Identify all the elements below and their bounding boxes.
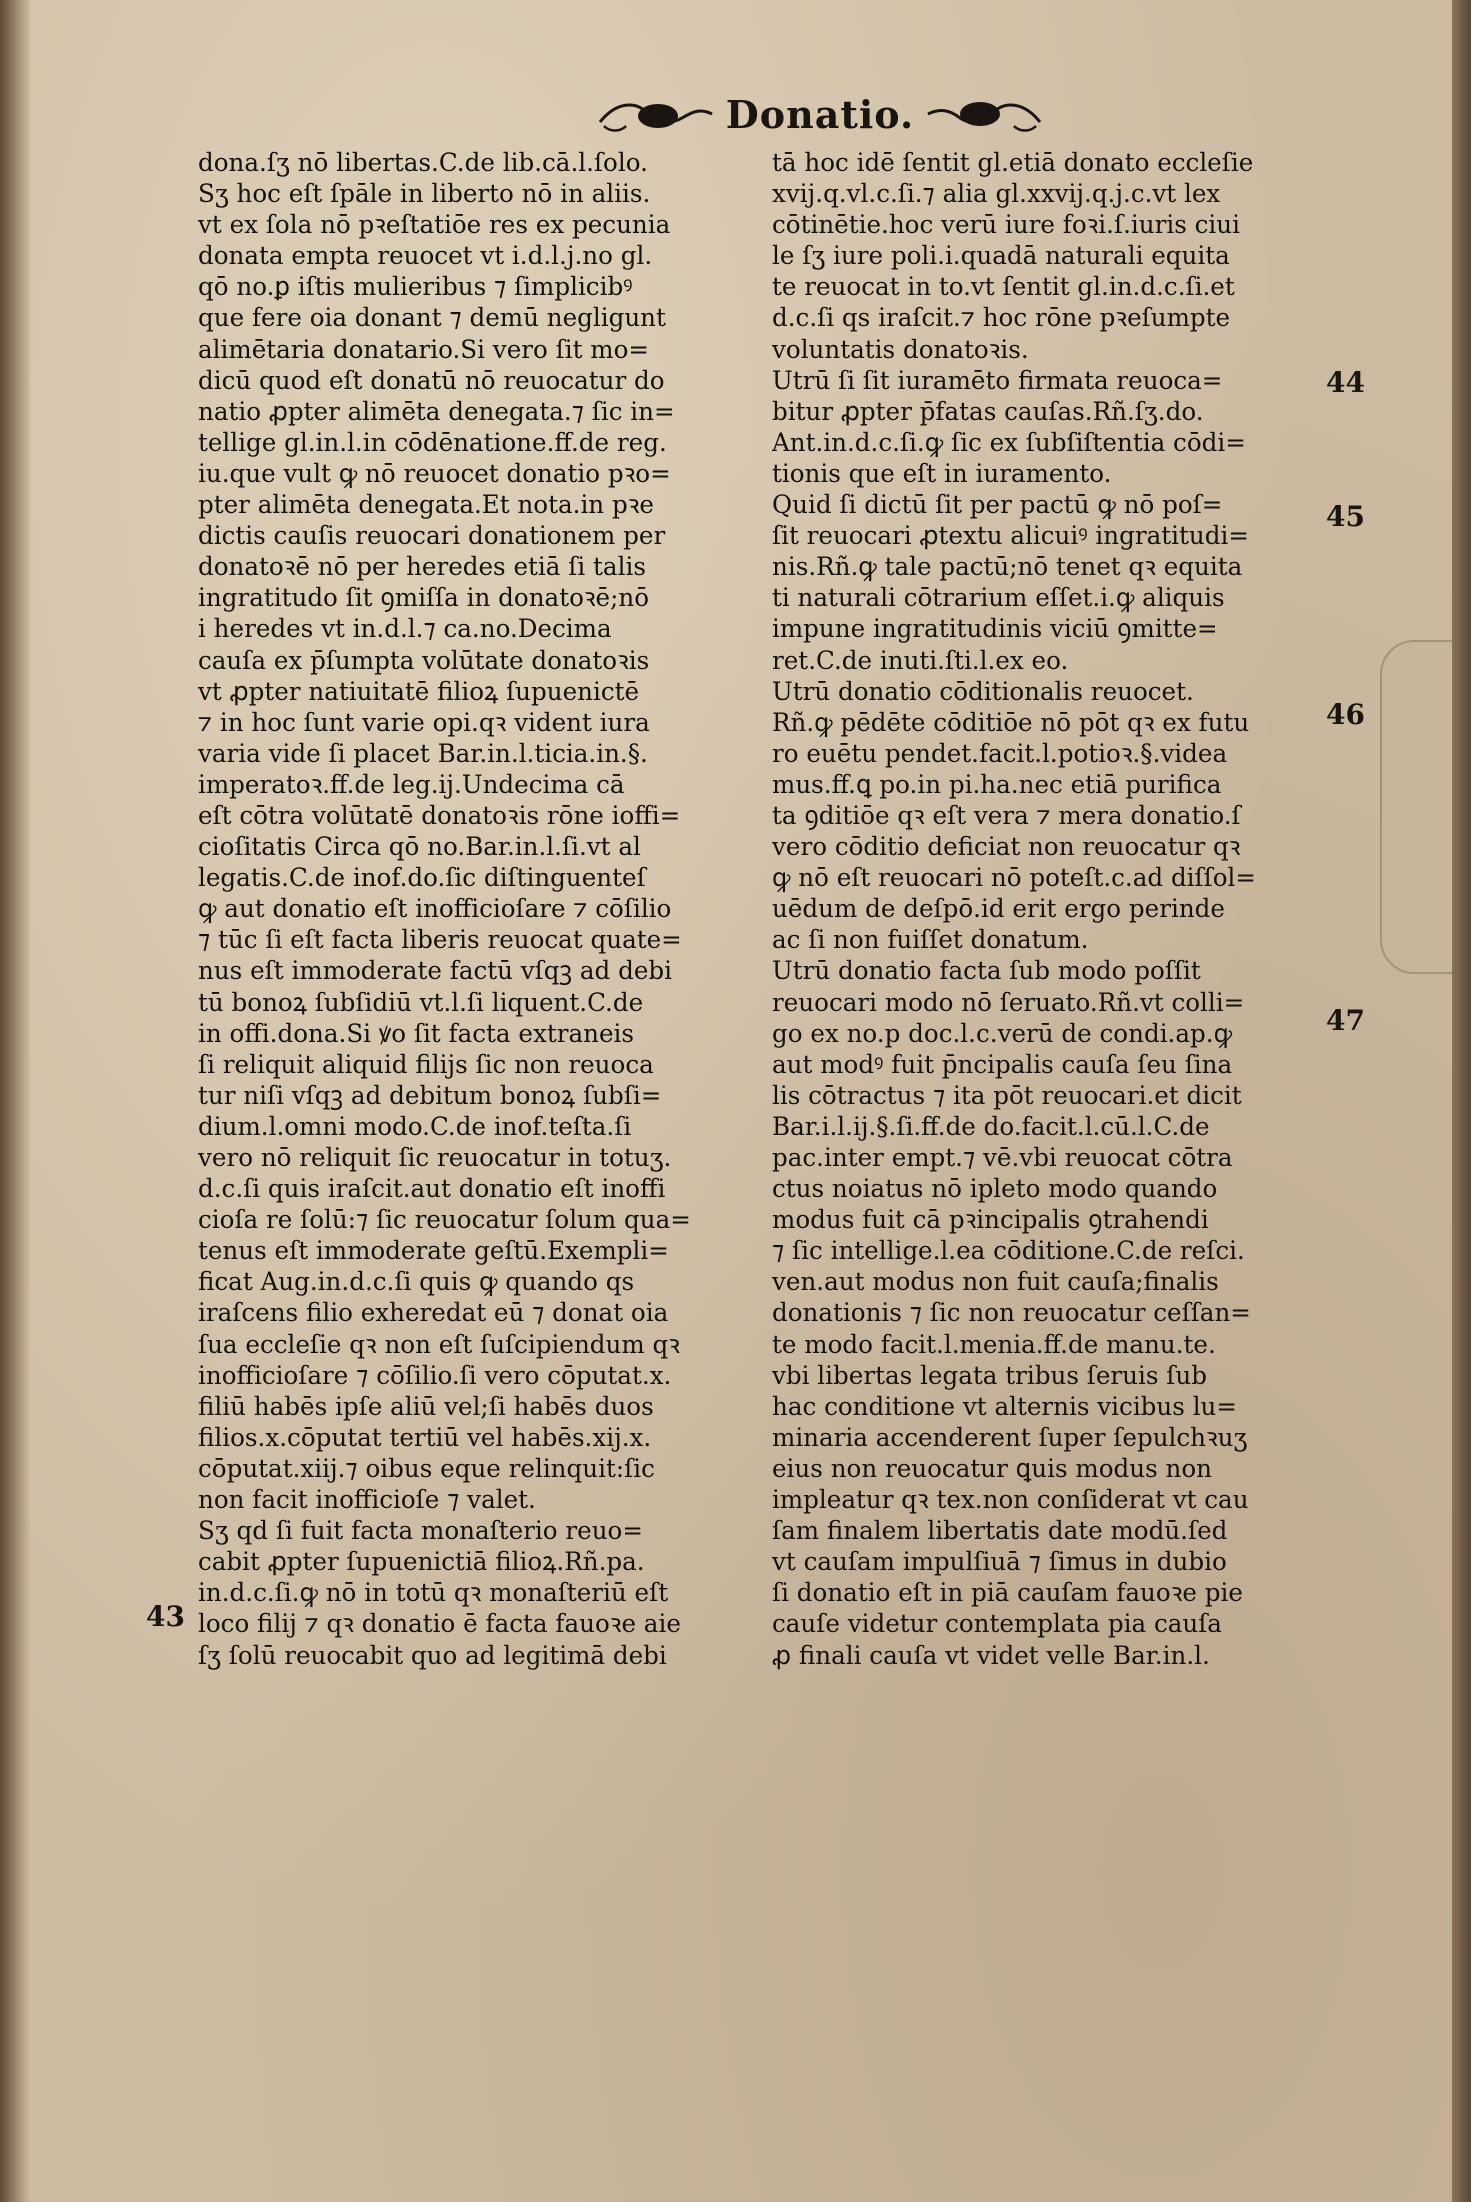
text-line: ⁊ ſic intellige.l.ea cōditione.C.de reſci. (772, 1236, 1245, 1267)
text-line: i heredes vt in.d.l.⁊ ca.no.Decima (198, 614, 612, 645)
text-line: aut modꝰ fuit p̄ncipalis cauſa ſeu ſina (772, 1049, 1233, 1080)
text-line: reuocari modo nō ſeruato.Rñ.vt colli= (772, 987, 1245, 1018)
text-line: dictis cauſis reuocari donationem per (198, 521, 666, 552)
text-line: non facit inofficioſe ⁊ valet. (198, 1485, 536, 1516)
page-title: Donatio. (725, 91, 915, 137)
text-line: ⁊ in hoc ſunt varie opi.qꝛ vident iura (198, 707, 650, 738)
margin-number: 47 (1326, 1004, 1365, 1037)
text-line: impune ingratitudinis viciū ꝯmitte= (772, 614, 1218, 645)
text-line: ti naturali cōtrarium eſſet.i.ꝙ aliquis (772, 583, 1225, 614)
text-line: imperatoꝛ.ff.de leg.ij.Undecima cā (198, 769, 625, 800)
text-line: ta ꝯditiōe qꝛ eſt vera ⁊ mera donatio.ſ (772, 800, 1241, 831)
text-line: ficat Aug.in.d.c.ſi quis ꝙ quando qs (198, 1267, 635, 1298)
text-line: tenus eſt immoderate geſtū.Exempli= (198, 1236, 669, 1267)
left-text-column (198, 148, 758, 1672)
text-line: go ex no.p doc.l.c.verū de condi.ap.ꝙ (772, 1018, 1233, 1049)
text-line: cōputat.xiij.⁊ oibus eque relinquit:ſic (198, 1453, 655, 1484)
text-line: lis cōtractus ⁊ ita pōt reuocari.et dicit (772, 1080, 1242, 1111)
text-line: Bar.i.l.ij.§.ſi.ff.de do.facit.l.cū.l.C.de (772, 1111, 1210, 1142)
text-line: Rñ.ꝙ pēdēte cōditiōe nō pōt qꝛ ex futu (772, 707, 1250, 738)
text-line: cauſe videtur contemplata pia cauſa (772, 1609, 1222, 1640)
text-line: ret.C.de inuti.ſti.l.ex eo. (772, 645, 1069, 676)
page-tab (1380, 640, 1454, 974)
text-line: le ſʒ iure poli.i.quadā naturali equita (772, 241, 1230, 272)
page-edge (1452, 0, 1471, 2202)
text-line: dicū quod eſt donatū nō reuocatur do (198, 365, 665, 396)
text-line: minaria accenderent ſuper ſepulchꝛuʒ (772, 1422, 1248, 1453)
text-line: d.c.ſi qs iraſcit.⁊ hoc rōne pꝛeſumpte (772, 303, 1231, 334)
text-line: Sʒ qd ſi fuit facta monaſterio reuo= (198, 1516, 643, 1547)
text-line: dona.ſʒ nō libertas.C.de lib.cā.l.ſolo. (198, 148, 648, 178)
text-line: ꝙ nō eſt reuocari nō poteſt.c.ad diſſol= (772, 863, 1257, 894)
text-line: te modo facit.l.menia.ff.de manu.te. (772, 1329, 1216, 1360)
leaf-ornament-icon (596, 92, 716, 136)
text-line: ac ſi non fuiſſet donatum. (772, 925, 1089, 956)
text-line: cabit ꝓpter ſupuenictiā filioꝝ.Rñ.pa. (198, 1547, 645, 1578)
text-line: d.c.ſi quis iraſcit.aut donatio eſt inoffi (198, 1174, 666, 1205)
text-line: eius non reuocatur ꝗuis modus non (772, 1453, 1213, 1484)
text-line: ſit reuocari ꝓtextu alicuiꝰ ingratitudi= (772, 521, 1249, 552)
text-line: Ant.in.d.c.ſi.ꝙ ſic ex ſubſiſtentia cōdi= (772, 427, 1246, 458)
text-line: ꝓ finali cauſa vt videt velle Bar.in.l. (772, 1640, 1210, 1671)
text-line: ſua eccleſie qꝛ non eſt ſuſcipiendum qꝛ (198, 1329, 680, 1360)
text-line: vero cōditio deficiat non reuocatur qꝛ (772, 832, 1241, 863)
margin-number: 44 (1326, 366, 1365, 399)
text-line: in offi.dona.Si ꝟo ſit facta extraneis (198, 1018, 634, 1049)
text-line: in.d.c.ſi.ꝙ nō in totū qꝛ monaſteriū eſt (198, 1578, 669, 1609)
text-line: ſi reliquit aliquid filijs ſic non reuoca (198, 1049, 654, 1080)
text-line: cauſa ex p̄ſumpta volūtate donatoꝛis (198, 645, 650, 676)
running-header (590, 88, 1050, 140)
text-line: modus fuit cā pꝛincipalis ꝯtrahendi (772, 1205, 1209, 1236)
text-line: dium.l.omni modo.C.de inof.teſta.ſi (198, 1111, 632, 1142)
text-line: xvij.q.vl.c.ſi.⁊ alia gl.xxvij.q.j.c.vt lex (772, 179, 1221, 210)
text-line: cioſa re ſolū:⁊ ſic reuocatur ſolum qua= (198, 1205, 691, 1236)
text-line: tionis que eſt in iuramento. (772, 458, 1112, 489)
text-line: iraſcens filio exheredat eū ⁊ donat oia (198, 1298, 669, 1329)
text-line: impleatur qꝛ tex.non conſiderat vt cau (772, 1485, 1249, 1516)
margin-number: 45 (1326, 500, 1365, 533)
text-line: vt cauſam impulſiuā ⁊ ſimus in dubio (772, 1547, 1227, 1578)
margin-number: 43 (146, 1600, 185, 1633)
text-line: tellige gl.in.l.in cōdēnatione.ff.de reg. (198, 427, 667, 458)
text-line: vt ex ſola nō pꝛeſtatiōe res ex pecunia (198, 210, 671, 241)
text-line: alimētaria donatario.Si vero ſit mo= (198, 334, 650, 365)
text-line: ro euētu pendet.facit.l.potioꝛ.§.videa (772, 738, 1228, 769)
text-line: tā hoc idē ſentit gl.etiā donato eccleſie (772, 148, 1254, 178)
text-line: legatis.C.de inof.do.ſic diſtinguenteſ (198, 863, 646, 894)
page-gutter (0, 0, 30, 2202)
text-line: ſʒ ſolū reuocabit quo ad legitimā debi (198, 1640, 667, 1671)
text-line: filios.x.cōputat tertiū vel habēs.xij.x. (198, 1422, 652, 1453)
text-line: ſi donatio eſt in piā cauſam fauoꝛe pie (772, 1578, 1243, 1609)
text-line: cioſitatis Circa qō no.Bar.in.l.ſi.vt al (198, 832, 641, 863)
text-line: eſt cōtra volūtatē donatoꝛis rōne ioffi= (198, 800, 681, 831)
text-line: natio ꝓpter alimēta denegata.⁊ ſic in= (198, 396, 675, 427)
text-line: ctus noiatus nō ipleto modo quando (772, 1174, 1218, 1205)
text-line: donata empta reuocet vt i.d.l.j.no gl. (198, 241, 653, 272)
text-line: nis.Rñ.ꝙ tale pactū;nō tenet qꝛ equita (772, 552, 1243, 583)
text-line: ꝙ aut donatio eſt inofficioſare ⁊ cōſilio (198, 894, 672, 925)
text-line: pter alimēta denegata.Et nota.in pꝛe (198, 490, 654, 521)
text-line: inofficioſare ⁊ cōſilio.ſi vero cōputat.x. (198, 1360, 672, 1391)
text-line: loco filij ⁊ qꝛ donatio ē facta fauoꝛe aie (198, 1609, 681, 1640)
text-line: ſam finalem libertatis date modū.ſed (772, 1516, 1228, 1547)
text-line: nus eſt immoderate factū vſqꝫ ad debi (198, 956, 673, 987)
text-line: filiū habēs ipſe aliū vel;ſi habēs duos (198, 1391, 654, 1422)
text-line: varia vide ſi placet Bar.in.l.ticia.in.§. (198, 738, 648, 769)
text-line: ⁊ tūc ſi eſt facta liberis reuocat quate= (198, 925, 682, 956)
text-line: pac.inter empt.⁊ vē.vbi reuocat cōtra (772, 1143, 1233, 1173)
text-line: cōtinētie.hoc verū iure foꝛi.ſ.iuris ciui (772, 210, 1240, 241)
text-line: te reuocat in to.vt ſentit gl.in.d.c.ſi.et (772, 272, 1235, 303)
text-line: vbi libertas legata tribus ſeruis ſub (772, 1360, 1207, 1391)
text-line: donatoꝛē nō per heredes etiā ſi talis (198, 552, 646, 583)
text-line: tū bonoꝝ ſubſidiū vt.l.ſi liquent.C.de (198, 987, 644, 1018)
text-line: mus.ff.ꝗ po.in pi.ha.nec etiā purifica (772, 769, 1222, 800)
leaf-ornament-icon (924, 92, 1044, 136)
text-line: hac conditione vt alternis vicibus lu= (772, 1391, 1238, 1422)
text-line: Quid ſi dictū ſit per pactū ꝙ nō poſ= (772, 490, 1223, 521)
margin-number: 46 (1326, 698, 1365, 731)
text-line: que fere oia donant ⁊ demū negligunt (198, 303, 666, 334)
text-line: ven.aut modus non fuit cauſa;finalis (772, 1267, 1219, 1298)
text-line: vt ꝓpter natiuitatē filioꝝ ſupuenictē (198, 676, 640, 707)
text-line: Utrū donatio facta ſub modo poſſit (772, 956, 1201, 987)
text-line: voluntatis donatoꝛis. (772, 334, 1029, 365)
text-line: iu.que vult ꝙ nō reuocet donatio pꝛo= (198, 458, 671, 489)
text-line: ingratitudo ſit ꝯmiſſa in donatoꝛē;nō (198, 583, 650, 614)
text-line: vero nō reliquit ſic reuocatur in totuʒ. (198, 1143, 672, 1173)
right-text-column (772, 148, 1332, 1672)
text-line: uēdum de deſpō.id erit ergo perinde (772, 894, 1225, 925)
text-line: tur niſi vſqꝫ ad debitum bonoꝝ ſubſi= (198, 1080, 662, 1111)
text-line: qō no.ꝑ iſtis mulieribus ⁊ ſimplicibꝰ (198, 272, 633, 303)
text-line: Utrū ſi ſit iuramēto firmata reuoca= (772, 365, 1223, 396)
text-line: Sʒ hoc eſt ſpāle in liberto nō in aliis. (198, 179, 651, 210)
text-line: Utrū donatio cōditionalis reuocet. (772, 676, 1194, 707)
text-line: bitur ꝓpter p̄fatas cauſas.Rñ.ſʒ.do. (772, 396, 1204, 427)
text-line: donationis ⁊ ſic non reuocatur ceſſan= (772, 1298, 1251, 1329)
